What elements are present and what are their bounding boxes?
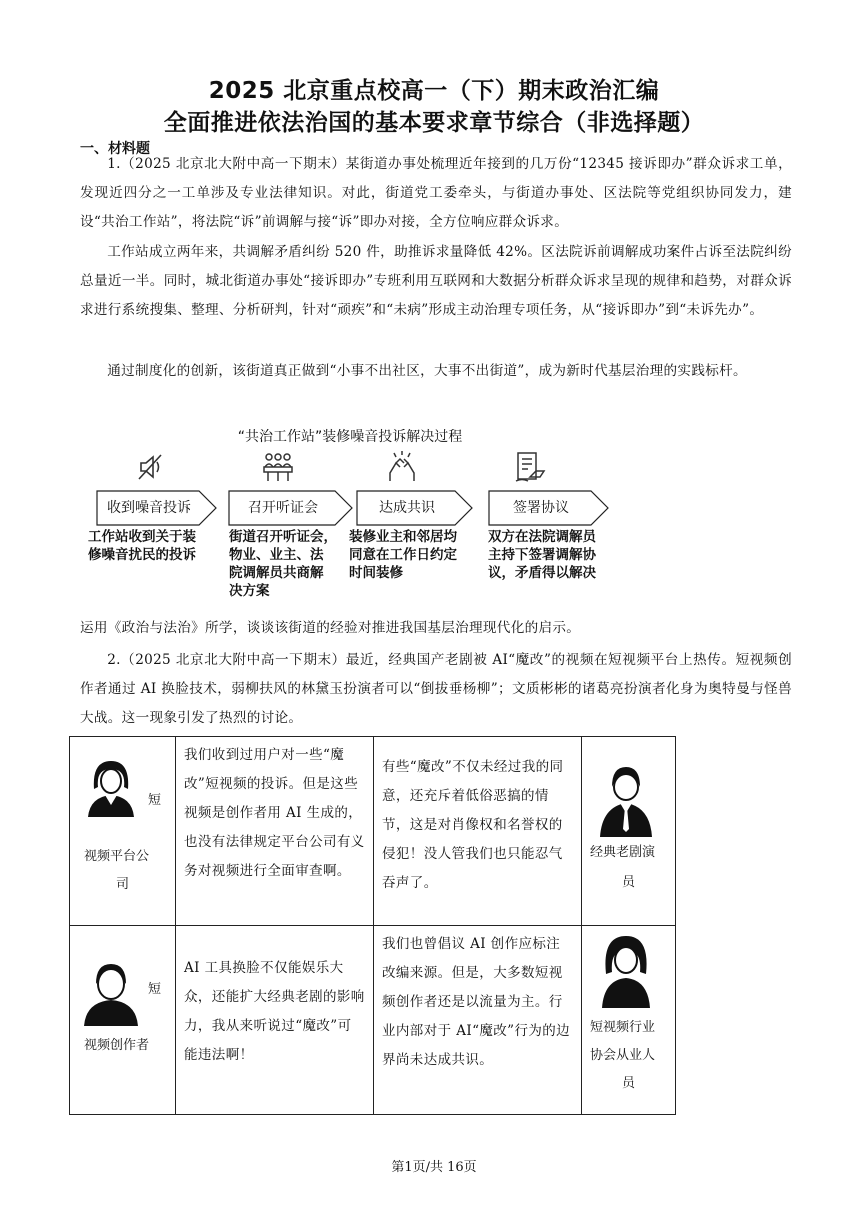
table-row xyxy=(70,926,676,1115)
person-label: 经典老剧演 xyxy=(590,845,656,860)
opinion-table xyxy=(69,736,676,1115)
q1-paragraph-1: 1.（2025 北京北大附中高一下期末）某街道办事处梳理近年接到的几万份“12345 接诉即办”群众诉求工单，发现近四分之一工单涉及专业法律知识。对此，街道党工委牵头，与街道办事处、区法院等党组织协同发力，建设“共治工作站”，将法院“诉”前调解与接“诉”即办对接，全方位响应群众诉求。 xyxy=(80,156,792,230)
flow-step-label: 达成共识 xyxy=(379,500,435,516)
flow-step-4 xyxy=(488,490,610,526)
flow-step-2-description: 街道召开听证会， 物业、业主、法 院调解员共商解 决方案 xyxy=(229,529,337,599)
person-label: 视频创作者 xyxy=(84,1038,150,1053)
person-label: 短 xyxy=(148,793,162,808)
table-row xyxy=(70,737,676,926)
flow-step-label: 召开听证会 xyxy=(248,500,318,516)
mute-sound-icon xyxy=(133,449,169,485)
table-cell-person xyxy=(582,926,676,1115)
flow-step-label: 收到噪音投诉 xyxy=(107,500,191,516)
table-cell-quote: 我们收到过用户对一些“魔改”短视频的投诉。但是这些视频是创作者用 AI 生成的，也没有法律规定平台公司有义务对视频进行全面审查啊。 xyxy=(176,737,374,926)
flow-step-label: 签署协议 xyxy=(513,500,569,516)
person-label: 员 xyxy=(622,1076,636,1091)
person-label: 短 xyxy=(148,982,162,997)
table-cell-quote: AI 工具换脸不仅能娱乐大众，还能扩大经典老剧的影响力，我从来听说过“魔改”可能违法啊！ xyxy=(176,926,374,1115)
person-label: 员 xyxy=(622,875,636,890)
q1-paragraph-2: 工作站成立两年来，共调解矛盾纠纷 520 件，助推诉求量降低 42%。区法院诉前调解成功案件占诉至法院纠纷总量近一半。同时，城北街道办事处“接诉即办”专班利用互联网和大数据分析群众诉求呈现的规律和趋势，对群众诉求进行系统搜集、整理、分析研判，针对“顽疾”和“未病”形成主动治理专项任务，从“接诉即办”到“未诉先办”。 xyxy=(80,244,792,318)
flow-step-2 xyxy=(228,490,354,526)
flow-step-3 xyxy=(356,490,474,526)
person-label: 司 xyxy=(116,877,130,892)
q2-paragraph-1: 2.（2025 北京北大附中高一下期末）最近，经典国产老剧被 AI“魔改”的视频在短视频平台上热传。短视频创作者通过 AI 换脸技术，弱柳扶风的林黛玉扮演者可以“倒拔垂杨柳”；文质彬彬的诸葛亮扮演者化身为奥特曼与怪兽大战。这一现象引发了热烈的讨论。 xyxy=(80,652,792,726)
meeting-icon xyxy=(260,449,296,485)
person-label: 协会从业人 xyxy=(590,1048,656,1063)
table-cell-quote: 我们也曾倡议 AI 创作应标注改编来源。但是，大多数短视频创作者还是以流量为主。行业内部对于 AI“魔改”行为的边界尚未达成共识。 xyxy=(374,926,582,1115)
page-subtitle: 全面推进依法治国的基本要求章节综合（非选择题） xyxy=(163,110,705,136)
table-cell-person xyxy=(70,926,176,1115)
table-cell-person xyxy=(70,737,176,926)
flow-step-4-description: 双方在法院调解员 主持下签署调解协 议，矛盾得以解决 xyxy=(488,529,596,581)
flow-step-1-description: 工作站收到关于装 修噪音扰民的投诉 xyxy=(88,529,196,563)
male-suit-avatar-icon xyxy=(598,763,654,837)
section-heading: 一、材料题 xyxy=(80,141,150,157)
q1-paragraph-3: 通过制度化的创新，该街道真正做到“小事不出社区，大事不出街道”，成为新时代基层治理的实践标杆。 xyxy=(107,363,747,379)
table-cell-person xyxy=(582,737,676,926)
flow-step-3-description: 装修业主和邻居均 同意在工作日约定 时间装修 xyxy=(349,529,457,581)
female-dark-avatar-icon xyxy=(598,934,654,1008)
table-cell-quote: 有些“魔改”不仅未经过我的同意，还充斥着低俗恶搞的情节，这是对肖像权和名誉权的侵犯！没人管我们也只能忍气吞声了。 xyxy=(374,737,582,926)
female-avatar-icon xyxy=(86,759,136,817)
flow-chart-title: “共治工作站”装修噪音投诉解决过程 xyxy=(237,429,463,445)
flow-step-1 xyxy=(96,490,218,526)
male-avatar-icon xyxy=(82,962,140,1026)
page-number: 第1页/共 16页 xyxy=(391,1160,477,1175)
page-title: 2025 北京重点校高一（下）期末政治汇编 xyxy=(208,78,660,104)
high-five-icon xyxy=(384,449,420,485)
person-label: 短视频行业 xyxy=(590,1020,656,1035)
person-label: 视频平台公 xyxy=(84,849,150,864)
q1-question: 运用《政治与法治》所学，谈谈该街道的经验对推进我国基层治理现代化的启示。 xyxy=(80,620,581,636)
contract-icon xyxy=(512,449,548,485)
